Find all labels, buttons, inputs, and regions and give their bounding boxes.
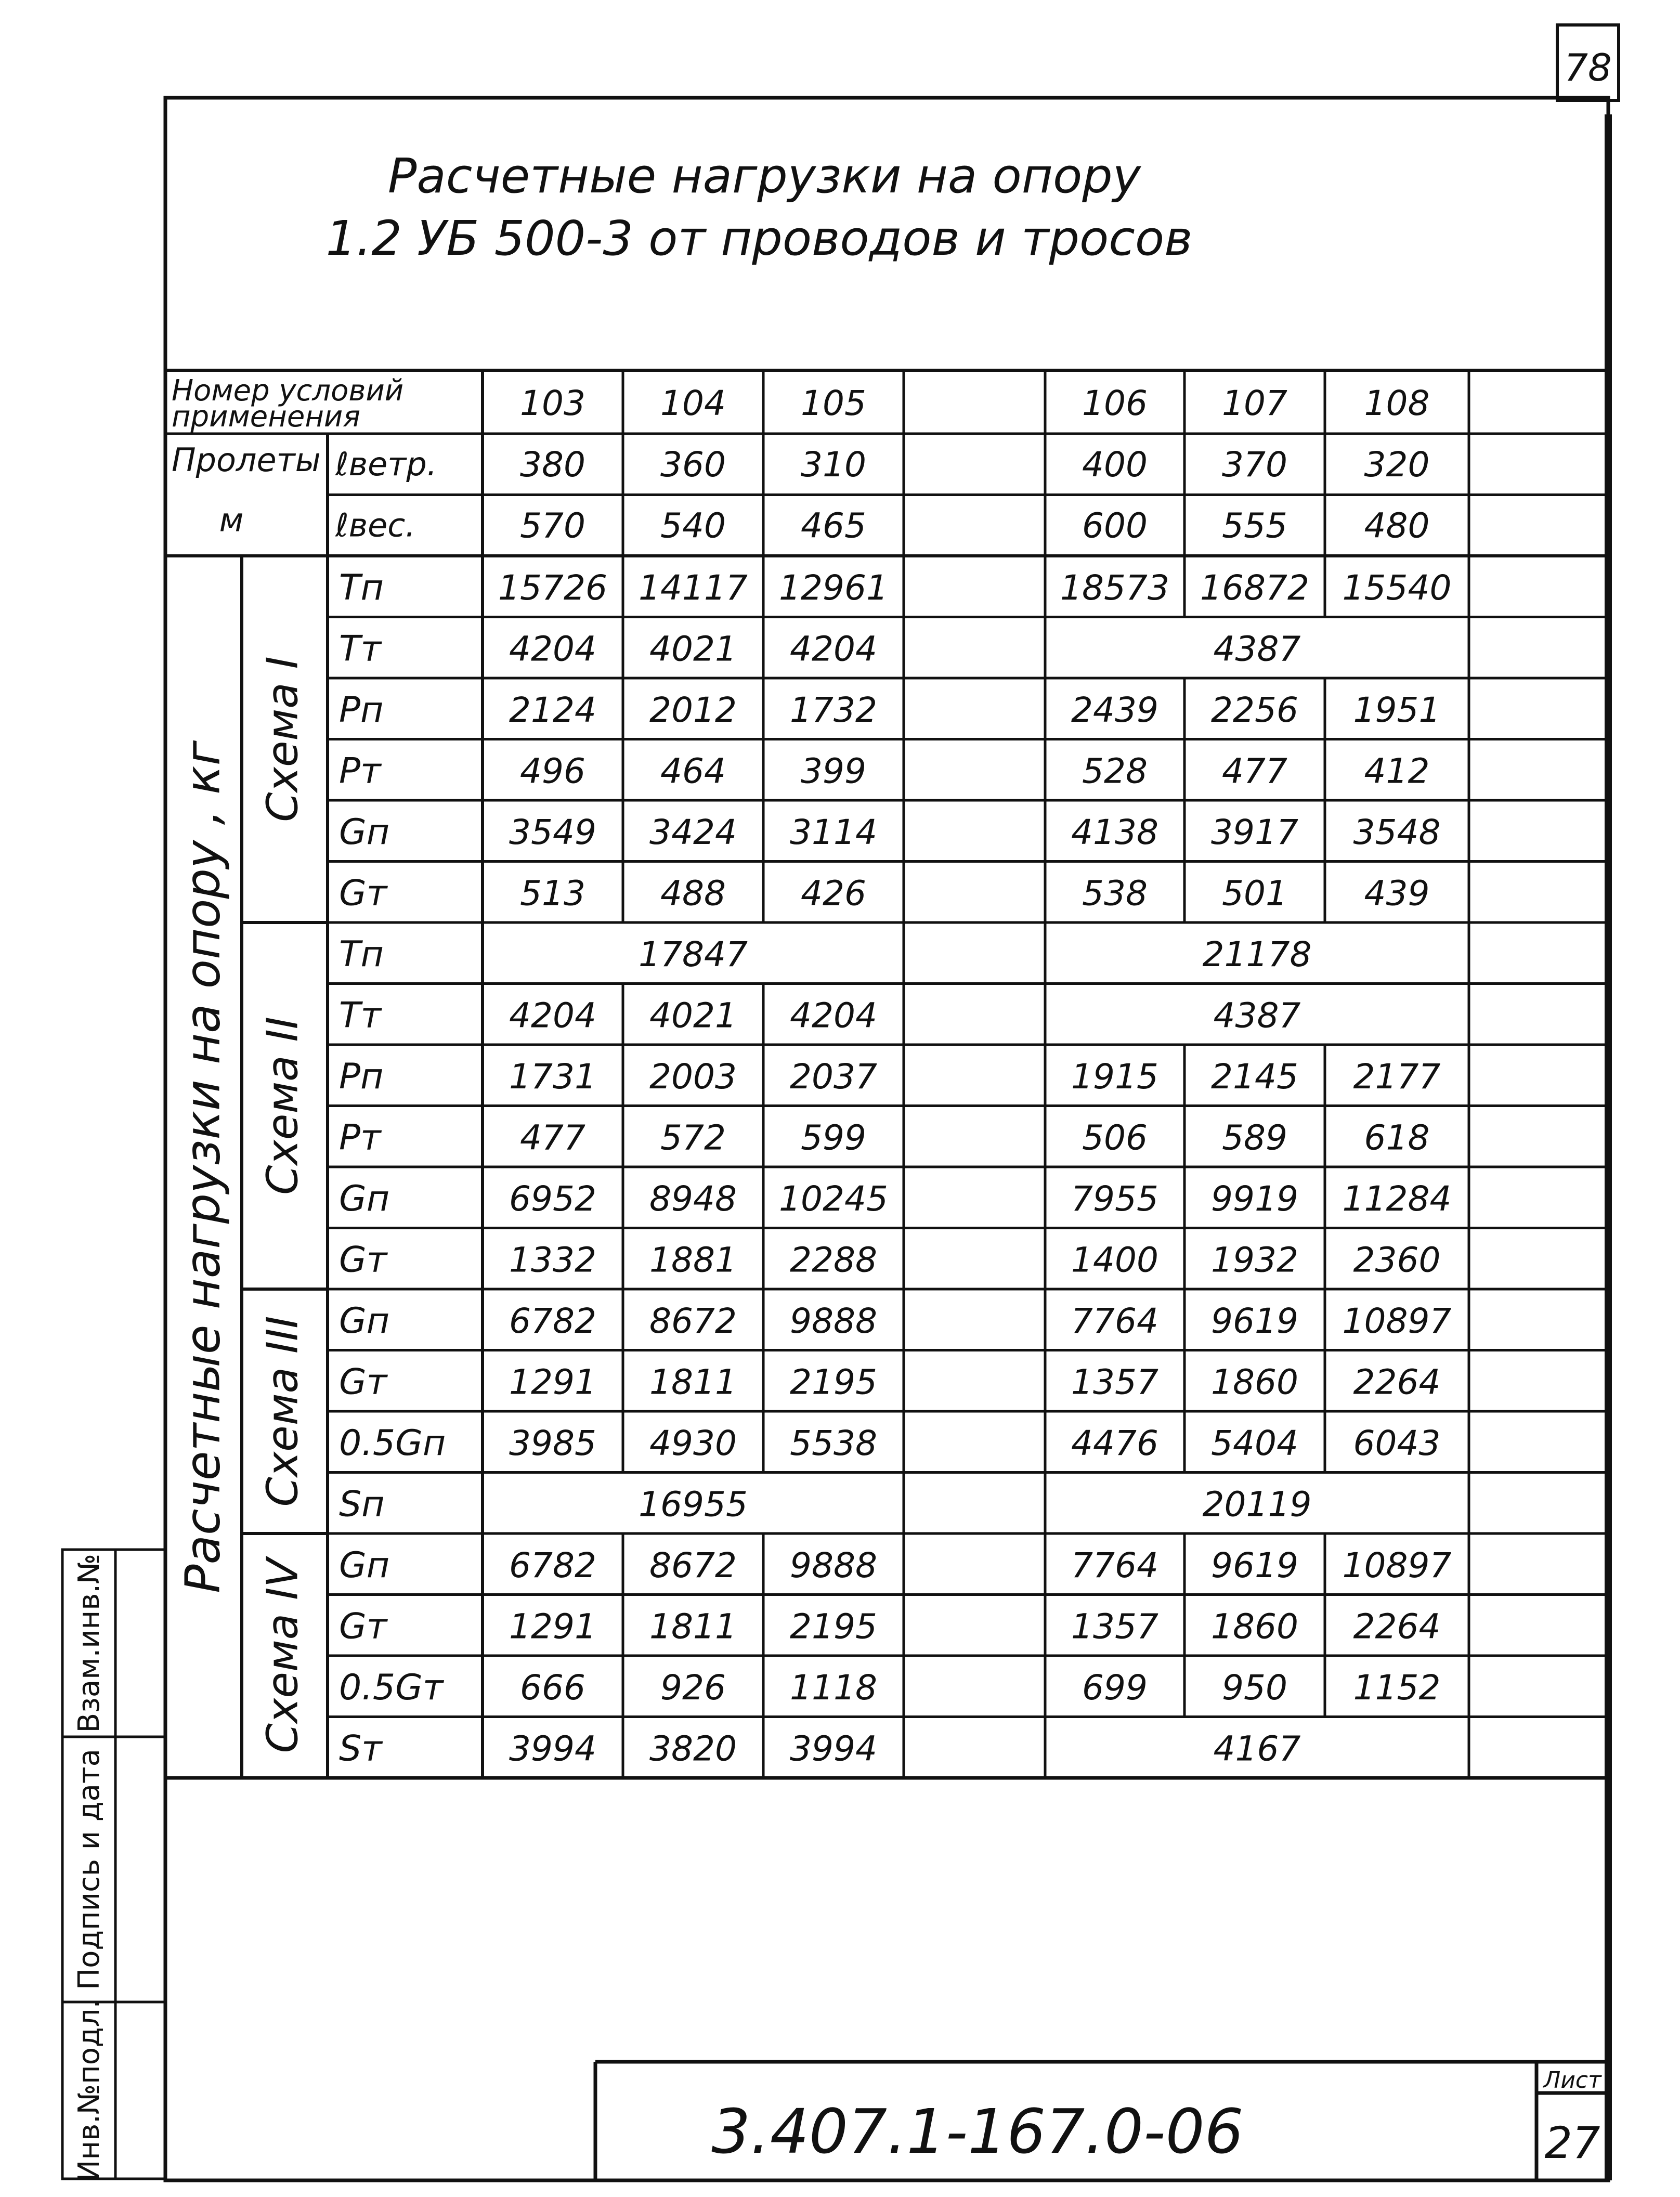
load-value: 6782 — [509, 1301, 596, 1341]
l-wind-value: 360 — [660, 445, 726, 485]
merged-left-value: 17847 — [639, 934, 748, 974]
load-value: 16872 — [1200, 568, 1309, 608]
load-value: 3548 — [1353, 812, 1441, 852]
load-value: 3917 — [1211, 812, 1298, 852]
load-value: 3994 — [790, 1728, 877, 1769]
l-wind-label: ℓветр. — [335, 445, 437, 483]
load-value: 1932 — [1211, 1240, 1298, 1280]
stamp-vzam: Взам.инв.№ — [72, 1553, 106, 1733]
load-value: 412 — [1364, 751, 1430, 791]
condition-number-104: 104 — [660, 383, 726, 423]
condition-number-107: 107 — [1222, 383, 1287, 423]
load-value: 2124 — [509, 690, 596, 730]
load-value: 18573 — [1060, 568, 1169, 608]
load-value: 464 — [660, 751, 726, 791]
load-value: 1860 — [1211, 1606, 1298, 1647]
condition-number-106: 106 — [1082, 383, 1148, 423]
load-value: 1915 — [1071, 1057, 1158, 1097]
load-value: 3114 — [790, 812, 877, 852]
page-number: 78 — [1564, 46, 1612, 89]
load-value: 2195 — [790, 1362, 877, 1402]
load-value: 8672 — [649, 1545, 737, 1585]
row-label: Gт — [339, 1361, 387, 1403]
load-value: 488 — [660, 873, 726, 914]
load-value: 2288 — [790, 1240, 877, 1280]
row-label: Gп — [339, 1178, 390, 1219]
sheet-number: 27 — [1544, 2117, 1600, 2168]
scheme-label: Схема I — [258, 656, 308, 822]
load-value: 477 — [520, 1117, 585, 1158]
load-value: 426 — [801, 873, 866, 914]
load-value: 9619 — [1211, 1301, 1298, 1341]
load-value: 538 — [1082, 873, 1148, 914]
load-value: 11284 — [1342, 1179, 1452, 1219]
row-label: Gт — [339, 873, 387, 914]
load-value: 589 — [1222, 1117, 1287, 1158]
row-label: Gп — [339, 812, 390, 853]
load-value: 1881 — [649, 1240, 737, 1280]
load-value: 477 — [1222, 751, 1287, 791]
load-value: 4930 — [649, 1423, 737, 1463]
load-value: 4021 — [649, 995, 737, 1036]
row-label: Sт — [339, 1728, 382, 1770]
load-value: 1291 — [509, 1606, 596, 1647]
title-line-2: 1.2 УБ 500-3 от проводов и тросов — [325, 211, 1193, 266]
load-value: 6043 — [1353, 1423, 1441, 1463]
load-value: 3820 — [649, 1728, 737, 1769]
merged-right-value: 4387 — [1213, 995, 1301, 1036]
l-weight-label: ℓвес. — [335, 506, 416, 544]
merged-right-value: 20119 — [1202, 1484, 1312, 1525]
load-value: 9619 — [1211, 1545, 1298, 1585]
stamp-podpis: Подпись и дата — [72, 1749, 106, 1990]
l-wind-value: 320 — [1364, 445, 1430, 485]
spans-unit: м — [219, 501, 244, 539]
load-value: 3424 — [649, 812, 737, 852]
load-value: 4138 — [1071, 812, 1158, 852]
row-label: Tп — [339, 934, 384, 975]
load-value: 9919 — [1211, 1179, 1298, 1219]
load-value: 5538 — [790, 1423, 877, 1463]
load-value: 2439 — [1071, 690, 1158, 730]
load-value: 4204 — [790, 995, 877, 1036]
row-label: Pп — [339, 690, 384, 731]
load-value: 699 — [1082, 1668, 1148, 1708]
sheet-label: Лист — [1543, 2067, 1601, 2094]
cond-label-line-2: применения — [172, 400, 361, 434]
load-value: 8948 — [649, 1179, 737, 1219]
row-label: Tп — [339, 567, 384, 608]
load-value: 1951 — [1353, 690, 1441, 730]
load-value: 3549 — [509, 812, 596, 852]
row-label: Gп — [339, 1545, 390, 1586]
scheme-label: Схема II — [258, 1017, 308, 1195]
spans-label: Пролеты — [172, 441, 321, 479]
row-label: Sп — [339, 1484, 385, 1525]
load-value: 1400 — [1071, 1240, 1158, 1280]
load-value: 666 — [520, 1668, 585, 1708]
load-value: 10897 — [1342, 1545, 1452, 1585]
load-value: 7955 — [1071, 1179, 1158, 1219]
merged-right-value: 4167 — [1213, 1728, 1301, 1769]
load-value: 1860 — [1211, 1362, 1298, 1402]
load-value: 2003 — [649, 1057, 737, 1097]
load-value: 2177 — [1353, 1057, 1441, 1097]
load-value: 2264 — [1353, 1362, 1441, 1402]
load-value: 3994 — [509, 1728, 596, 1769]
load-value: 5404 — [1211, 1423, 1298, 1463]
load-value: 7764 — [1071, 1545, 1158, 1585]
load-value: 1152 — [1353, 1668, 1441, 1708]
load-value: 6952 — [509, 1179, 596, 1219]
load-value: 2264 — [1353, 1606, 1441, 1647]
load-value: 4204 — [509, 629, 596, 669]
load-value: 926 — [660, 1668, 726, 1708]
l-weight-value: 540 — [660, 505, 726, 546]
load-value: 2360 — [1353, 1240, 1441, 1280]
row-label: Gп — [339, 1301, 390, 1342]
row-label: Gт — [339, 1239, 387, 1281]
load-value: 9888 — [790, 1545, 877, 1585]
load-value: 7764 — [1071, 1301, 1158, 1341]
load-value: 4204 — [509, 995, 596, 1036]
l-weight-value: 600 — [1082, 505, 1148, 546]
merged-left-value: 16955 — [639, 1484, 748, 1525]
load-value: 1357 — [1071, 1606, 1158, 1647]
load-value: 2012 — [649, 690, 737, 730]
load-value: 1291 — [509, 1362, 596, 1402]
load-value: 15726 — [498, 568, 607, 608]
load-value: 501 — [1222, 873, 1287, 914]
condition-number-108: 108 — [1364, 383, 1430, 423]
cond-label-line-1: Номер условий — [172, 374, 404, 408]
load-value: 2037 — [790, 1057, 877, 1097]
load-value: 950 — [1222, 1668, 1287, 1708]
l-weight-value: 555 — [1222, 505, 1287, 546]
load-value: 12961 — [779, 568, 888, 608]
load-value: 4476 — [1071, 1423, 1158, 1463]
load-value: 506 — [1082, 1117, 1148, 1158]
row-label: Tт — [339, 628, 382, 670]
condition-number-105: 105 — [801, 383, 866, 423]
condition-number-103: 103 — [520, 383, 585, 423]
stamp-inv-podl: Инв.№подл. — [72, 1999, 106, 2182]
load-value: 1811 — [649, 1606, 737, 1647]
l-weight-value: 480 — [1364, 505, 1430, 546]
l-wind-value: 370 — [1222, 445, 1287, 485]
row-label: Pп — [339, 1056, 384, 1097]
merged-right-value: 21178 — [1202, 934, 1312, 974]
l-wind-value: 380 — [520, 445, 585, 485]
l-wind-value: 400 — [1082, 445, 1148, 485]
load-value: 513 — [520, 873, 585, 914]
load-value: 4021 — [649, 629, 737, 669]
scheme-label: Схема IV — [258, 1558, 308, 1753]
scheme-label: Схема III — [258, 1316, 308, 1507]
load-value: 14117 — [639, 568, 748, 608]
row-label: 0.5Gт — [339, 1667, 444, 1708]
load-value: 4204 — [790, 629, 877, 669]
load-value: 10245 — [779, 1179, 888, 1219]
row-label: Tт — [339, 995, 382, 1036]
row-label: 0.5Gп — [339, 1423, 446, 1464]
load-value: 1732 — [790, 690, 877, 730]
title-line-1: Расчетные нагрузки на опору — [387, 148, 1141, 204]
load-value: 599 — [801, 1117, 866, 1158]
load-value: 2145 — [1211, 1057, 1298, 1097]
load-value: 1118 — [790, 1668, 877, 1708]
l-weight-value: 465 — [801, 505, 866, 546]
l-wind-value: 310 — [801, 445, 866, 485]
load-value: 496 — [520, 751, 585, 791]
row-label: Gт — [339, 1606, 387, 1647]
row-label: Pт — [339, 1117, 381, 1159]
load-value: 1332 — [509, 1240, 596, 1280]
load-value: 2256 — [1211, 690, 1298, 730]
load-value: 528 — [1082, 751, 1148, 791]
load-value: 439 — [1364, 873, 1430, 914]
load-value: 9888 — [790, 1301, 877, 1341]
load-value: 618 — [1364, 1117, 1430, 1158]
load-value: 572 — [660, 1117, 726, 1158]
doc-code: 3.407.1-167.0-06 — [711, 2096, 1244, 2167]
load-value: 1357 — [1071, 1362, 1158, 1402]
load-value: 15540 — [1342, 568, 1452, 608]
load-value: 8672 — [649, 1301, 737, 1341]
load-value: 3985 — [509, 1423, 596, 1463]
merged-right-value: 4387 — [1213, 629, 1301, 669]
l-weight-value: 570 — [520, 505, 585, 546]
load-value: 399 — [801, 751, 866, 791]
load-value: 1731 — [509, 1057, 596, 1097]
row-label: Pт — [339, 750, 381, 792]
load-value: 10897 — [1342, 1301, 1452, 1341]
load-value: 1811 — [649, 1362, 737, 1402]
load-value: 2195 — [790, 1606, 877, 1647]
load-value: 6782 — [509, 1545, 596, 1585]
side-label: Расчетные нагрузки на опору , кг — [175, 740, 231, 1593]
